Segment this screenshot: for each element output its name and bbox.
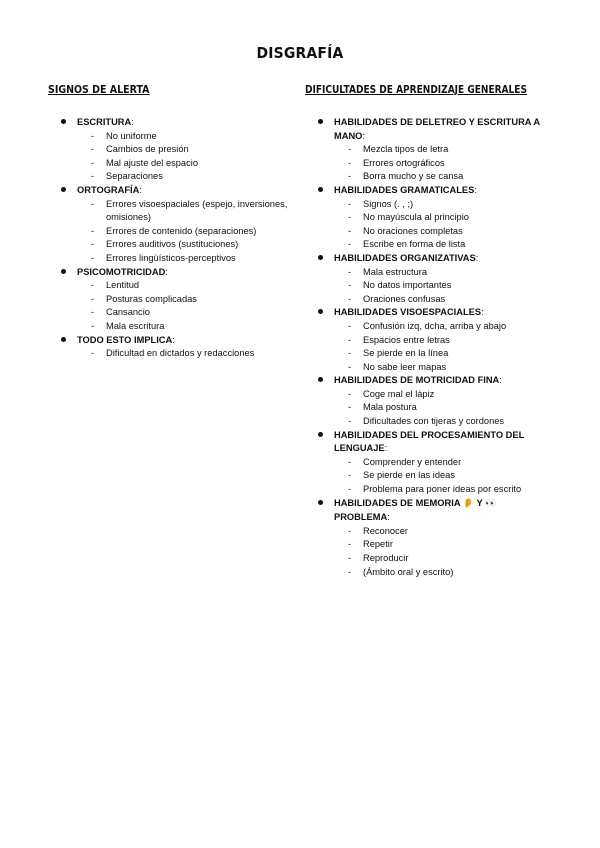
sub-item: - Errores visoespaciales (espejo, inversiones, omisiones) (91, 198, 288, 223)
sub-item: - Dificultad en dictados y redacciones (91, 348, 255, 359)
page-title: DISGRAFÍA (256, 44, 344, 62)
sub-item: - Reconocer (348, 525, 408, 536)
list-item: HABILIDADES DE MEMORIA 👂 Y 👀 PROBLEMA: - Reconocer - Repetir - Reproducir - (Ámbito oral y escrito) (305, 497, 555, 580)
list-item: HABILIDADES GRAMATICALES: - Signos (. , ;) - No mayúscula al principio - No oraciones completas - Escribe en forma de lista (305, 184, 555, 252)
list-item: HABILIDADES VISOESPACIALES: - Confusión izq, dcha, arriba y abajo - Espacios entre letras - Se pierde en la línea - No sabe leer mapas (305, 306, 555, 374)
list-item: ORTOGRAFÍA: - Errores visoespaciales (espejo, inversiones, omisiones) - Errores de contenido (separaciones) - Errores auditivos (sustituciones) - Errores lingüísticos-perceptivos (48, 184, 298, 266)
item-heading: TODO ESTO IMPLICA (77, 334, 173, 345)
bullet-icon (318, 187, 323, 192)
sub-item: - Se pierde en las ideas (348, 470, 455, 481)
eyes-icon: 👀 (485, 498, 497, 509)
sub-item: - Mala postura (348, 402, 417, 413)
item-heading: HABILIDADES GRAMATICALES (334, 184, 475, 195)
item-heading: PSICOMOTRICIDAD (77, 266, 166, 277)
right-column-heading: DIFICULTADES DE APRENDIZAJE GENERALES (305, 83, 527, 96)
bullet-icon (318, 309, 323, 314)
item-heading: ESCRITURA (77, 117, 132, 127)
right-list (305, 116, 555, 579)
sub-item: - (Ámbito oral y escrito) (348, 566, 454, 577)
sub-item: - No uniforme (91, 130, 157, 141)
bullet-icon (318, 119, 323, 124)
bullet-icon (61, 187, 66, 192)
sub-item: - Se pierde en la línea (348, 348, 449, 359)
sub-item: - Separaciones (91, 171, 163, 182)
sub-item: - Espacios entre letras (348, 334, 450, 345)
ear-icon: 👂 (462, 498, 475, 509)
item-heading: HABILIDADES DE DELETREO Y ESCRITURA A MANO (334, 117, 540, 141)
sub-item: - Coge mal el lápiz (348, 388, 435, 399)
left-list (48, 116, 298, 361)
sub-item: - No mayúscula al principio (348, 212, 469, 223)
bullet-icon (318, 255, 323, 260)
right-column (305, 83, 555, 579)
sub-item: - Mal ajuste del espacio (91, 157, 198, 168)
sub-item: - Errores ortográficos (348, 157, 445, 168)
bullet-icon (61, 119, 66, 124)
list-item: HABILIDADES DE DELETREO Y ESCRITURA A MANO: - Mezcla tipos de letra - Errores ortográficos - Borra mucho y se cansa (305, 116, 555, 184)
item-heading: HABILIDADES DE MEMORIA (334, 497, 461, 508)
bullet-icon (318, 377, 323, 382)
left-column (48, 83, 298, 361)
sub-item: - No datos importantes (348, 280, 452, 291)
item-heading: HABILIDADES DE MOTRICIDAD FINA (334, 375, 500, 386)
list-item: HABILIDADES ORGANIZATIVAS: - Mala estructura - No datos importantes - Oraciones confusas (305, 252, 555, 306)
sub-item: - Cambios de presión (91, 144, 189, 155)
list-item: HABILIDADES DEL PROCESAMIENTO DEL LENGUAJE: - Comprender y entender - Se pierde en las ideas - Problema para poner ideas por escrito (305, 429, 555, 497)
sub-item: - Problema para poner ideas por escrito (348, 484, 522, 495)
list-item: PSICOMOTRICIDAD: - Lentitud - Posturas complicadas - Cansancio - Mala escritura (48, 266, 298, 334)
bullet-icon (318, 432, 323, 437)
sub-item: - No oraciones completas (348, 225, 463, 236)
item-heading: HABILIDADES DEL PROCESAMIENTO DEL LENGUAJE (334, 429, 525, 454)
sub-item: - Mala escritura (91, 320, 165, 331)
item-heading: HABILIDADES VISOESPACIALES (334, 307, 482, 318)
item-heading: ORTOGRAFÍA (77, 184, 140, 195)
sub-item: - Borra mucho y se cansa (348, 171, 464, 182)
sub-item: - Confusión izq, dcha, arriba y abajo (348, 320, 507, 331)
sub-item: - Reproducir (348, 553, 409, 563)
bullet-icon (61, 337, 66, 342)
item-heading: HABILIDADES ORGANIZATIVAS (334, 252, 476, 263)
sub-item: - Mezcla tipos de letra (348, 144, 449, 155)
sub-item: - Lentitud (91, 280, 140, 291)
sub-item: - Errores lingüísticos-perceptivos (91, 252, 236, 263)
item-heading-tail: PROBLEMA (334, 512, 388, 523)
bullet-icon (318, 500, 323, 505)
list-item: HABILIDADES DE MOTRICIDAD FINA: - Coge mal el lápiz - Mala postura - Dificultades con tijeras y cordones (305, 374, 555, 428)
sub-item: - Cansancio (91, 307, 150, 318)
sub-item: - Comprender y entender (348, 456, 462, 467)
sub-item: - No sabe leer mapas (348, 361, 447, 372)
sub-item: - Escribe en forma de lista (348, 239, 466, 250)
sub-item: - Oraciones confusas (348, 293, 446, 304)
list-item: ESCRITURA: - No uniforme - Cambios de presión - Mal ajuste del espacio - Separaciones (48, 116, 298, 184)
sub-item: - Mala estructura (348, 266, 428, 277)
sub-item: - Posturas complicadas (91, 293, 197, 304)
bullet-icon (61, 269, 66, 274)
list-item: TODO ESTO IMPLICA: - Dificultad en dictados y redacciones (48, 334, 298, 361)
left-column-heading: SIGNOS DE ALERTA (48, 83, 150, 96)
sub-item: - Errores auditivos (sustituciones) (91, 239, 239, 250)
sub-item: - Signos (. , ;) (348, 198, 414, 209)
sub-item: - Errores de contenido (separaciones) (91, 225, 257, 236)
sub-item: - Repetir (348, 539, 393, 550)
sub-item: - Dificultades con tijeras y cordones (348, 416, 505, 427)
